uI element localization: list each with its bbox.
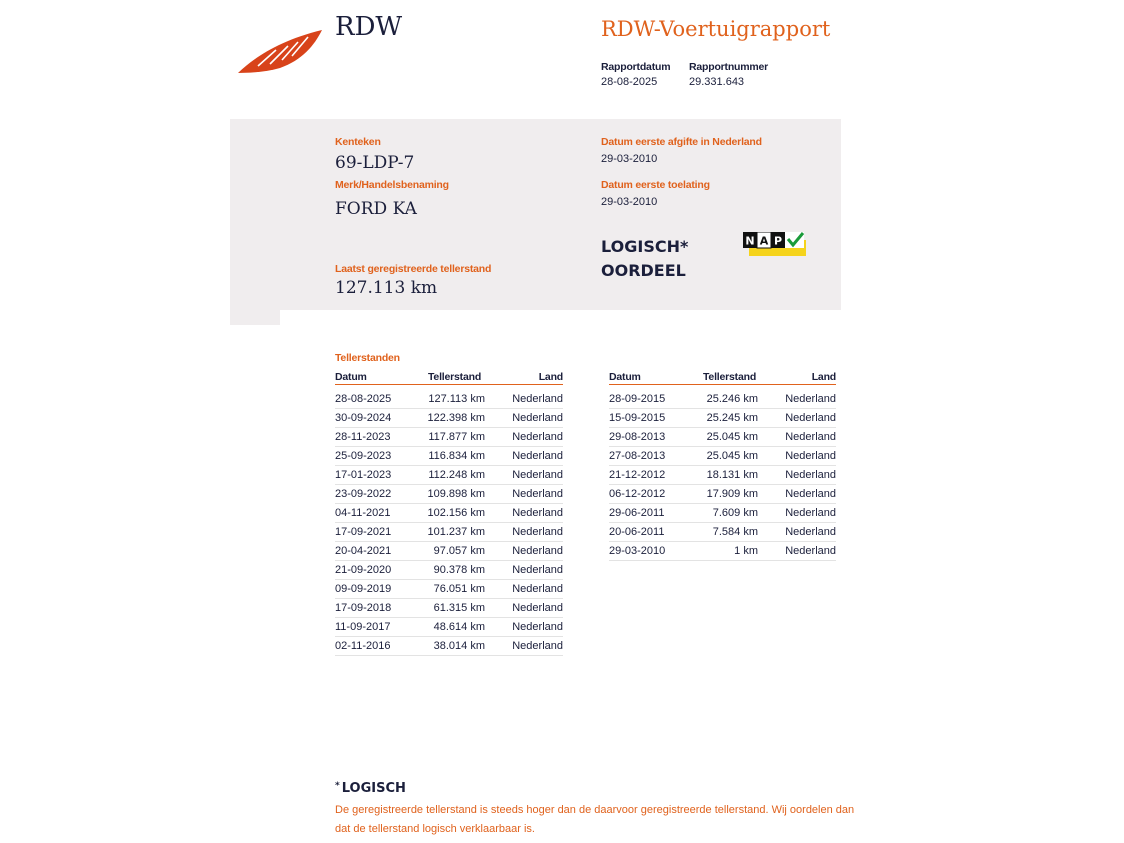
first-admission-label: Datum eerste toelating [601, 179, 710, 191]
verdict-line-2: OORDEEL [601, 261, 686, 280]
column-header-reading: Tellerstand [417, 369, 485, 385]
country-cell: Nederland [758, 466, 836, 485]
date-cell: 06-12-2012 [609, 485, 691, 504]
verdict [601, 235, 688, 283]
date-cell: 04-11-2021 [335, 504, 417, 523]
country-cell: Nederland [485, 504, 563, 523]
column-header-reading: Tellerstand [691, 369, 758, 385]
reading-cell: 17.909 km [691, 485, 758, 504]
nap-check-icon [743, 232, 807, 258]
country-cell: Nederland [485, 466, 563, 485]
date-cell: 17-01-2023 [335, 466, 417, 485]
reading-cell: 18.131 km [691, 466, 758, 485]
date-cell: 15-09-2015 [609, 409, 691, 428]
column-header-date: Datum [335, 369, 417, 385]
date-cell: 28-11-2023 [335, 428, 417, 447]
table-row [335, 428, 563, 447]
first-nl-value: 29-03-2010 [601, 153, 658, 165]
panel-tab [230, 309, 280, 325]
date-cell: 21-12-2012 [609, 466, 691, 485]
reading-cell: 97.057 km [417, 542, 485, 561]
reading-cell: 127.113 km [417, 385, 485, 409]
column-header-country: Land [758, 369, 836, 385]
date-cell: 28-08-2025 [335, 385, 417, 409]
country-cell: Nederland [485, 561, 563, 580]
table-row [335, 504, 563, 523]
make-label: Merk/Handelsbenaming [335, 179, 449, 191]
country-cell: Nederland [485, 580, 563, 599]
country-cell: Nederland [758, 504, 836, 523]
column-header-country: Land [485, 369, 563, 385]
country-cell: Nederland [485, 618, 563, 637]
table-row [609, 466, 836, 485]
first-nl-label: Datum eerste afgifte in Nederland [601, 136, 762, 148]
date-cell: 29-08-2013 [609, 428, 691, 447]
table-row [335, 485, 563, 504]
odometer-rows-left [335, 385, 563, 656]
odometer-table-right [609, 369, 836, 561]
odometer-history-title: Tellerstanden [335, 352, 400, 364]
date-cell: 17-09-2021 [335, 523, 417, 542]
date-cell: 29-06-2011 [609, 504, 691, 523]
country-cell: Nederland [485, 428, 563, 447]
table-row [609, 542, 836, 561]
reading-cell: 116.834 km [417, 447, 485, 466]
reading-cell: 38.014 km [417, 637, 485, 656]
column-header-date: Datum [609, 369, 691, 385]
date-cell: 11-09-2017 [335, 618, 417, 637]
table-row [335, 599, 563, 618]
plate-label: Kenteken [335, 136, 381, 148]
nap-letter-p: P [773, 234, 783, 248]
table-row [335, 409, 563, 428]
country-cell: Nederland [485, 409, 563, 428]
table-row [335, 542, 563, 561]
country-cell: Nederland [758, 523, 836, 542]
reading-cell: 76.051 km [417, 580, 485, 599]
date-cell: 29-03-2010 [609, 542, 691, 561]
table-row [609, 409, 836, 428]
country-cell: Nederland [485, 637, 563, 656]
country-cell: Nederland [485, 599, 563, 618]
table-row [335, 523, 563, 542]
country-cell: Nederland [485, 485, 563, 504]
table-row [609, 485, 836, 504]
table-row [335, 580, 563, 599]
reading-cell: 7.609 km [691, 504, 758, 523]
table-row [335, 618, 563, 637]
date-cell: 30-09-2024 [335, 409, 417, 428]
report-title: RDW-Voertuigrapport [601, 17, 831, 41]
reading-cell: 7.584 km [691, 523, 758, 542]
brand-name: RDW [335, 12, 403, 42]
date-cell: 17-09-2018 [335, 599, 417, 618]
table-row [335, 561, 563, 580]
date-cell: 02-11-2016 [335, 637, 417, 656]
country-cell: Nederland [485, 523, 563, 542]
country-cell: Nederland [758, 428, 836, 447]
first-admission-value: 29-03-2010 [601, 196, 658, 208]
reading-cell: 25.045 km [691, 447, 758, 466]
country-cell: Nederland [485, 447, 563, 466]
verdict-line-1: LOGISCH* [601, 237, 689, 256]
odometer-table-left [335, 369, 563, 656]
table-row [609, 504, 836, 523]
footnote-title-text: LOGISCH [341, 781, 406, 796]
date-cell: 25-09-2023 [335, 447, 417, 466]
table-row [335, 385, 563, 409]
date-cell: 09-09-2019 [335, 580, 417, 599]
table-row [609, 428, 836, 447]
reading-cell: 117.877 km [417, 428, 485, 447]
date-cell: 20-06-2011 [609, 523, 691, 542]
date-cell: 23-09-2022 [335, 485, 417, 504]
nap-letter-n: N [745, 234, 755, 248]
reading-cell: 90.378 km [417, 561, 485, 580]
country-cell: Nederland [758, 409, 836, 428]
reading-cell: 25.045 km [691, 428, 758, 447]
report-date-value: 28-08-2025 [601, 76, 658, 88]
table-row [609, 447, 836, 466]
nap-letter-a: A [759, 234, 769, 248]
country-cell: Nederland [485, 385, 563, 409]
table-row [335, 637, 563, 656]
date-cell: 20-04-2021 [335, 542, 417, 561]
date-cell: 27-08-2013 [609, 447, 691, 466]
country-cell: Nederland [485, 542, 563, 561]
country-cell: Nederland [758, 485, 836, 504]
country-cell: Nederland [758, 385, 836, 409]
table-row [335, 466, 563, 485]
make-value: FORD KA [335, 199, 417, 219]
reading-cell: 101.237 km [417, 523, 485, 542]
rdw-feather-logo [236, 26, 324, 76]
report-number-label: Rapportnummer [689, 61, 769, 73]
reading-cell: 122.398 km [417, 409, 485, 428]
table-row [335, 447, 563, 466]
report-number-value: 29.331.643 [689, 76, 745, 88]
reading-cell: 1 km [691, 542, 758, 561]
date-cell: 21-09-2020 [335, 561, 417, 580]
footnote-text: De geregistreerde tellerstand is steeds hoger dan de daarvoor geregistreerde tellerstand. Wij oordelen dan dat de tellerstand logisch verklaarbaar is. [335, 804, 855, 835]
table-row [609, 385, 836, 409]
report-date-label: Rapportdatum [601, 61, 671, 73]
reading-cell: 25.245 km [691, 409, 758, 428]
odometer-value: 127.113 km [335, 278, 438, 298]
country-cell: Nederland [758, 542, 836, 561]
odometer-label: Laatst geregistreerde tellerstand [335, 263, 492, 275]
reading-cell: 109.898 km [417, 485, 485, 504]
reading-cell: 48.614 km [417, 618, 485, 637]
odometer-rows-right [609, 385, 836, 561]
footnote-title [335, 781, 406, 796]
reading-cell: 102.156 km [417, 504, 485, 523]
reading-cell: 25.246 km [691, 385, 758, 409]
country-cell: Nederland [758, 447, 836, 466]
date-cell: 28-09-2015 [609, 385, 691, 409]
footnote-star: * [335, 781, 340, 791]
reading-cell: 61.315 km [417, 599, 485, 618]
plate-value: 69-LDP-7 [335, 153, 415, 173]
reading-cell: 112.248 km [417, 466, 485, 485]
table-row [609, 523, 836, 542]
